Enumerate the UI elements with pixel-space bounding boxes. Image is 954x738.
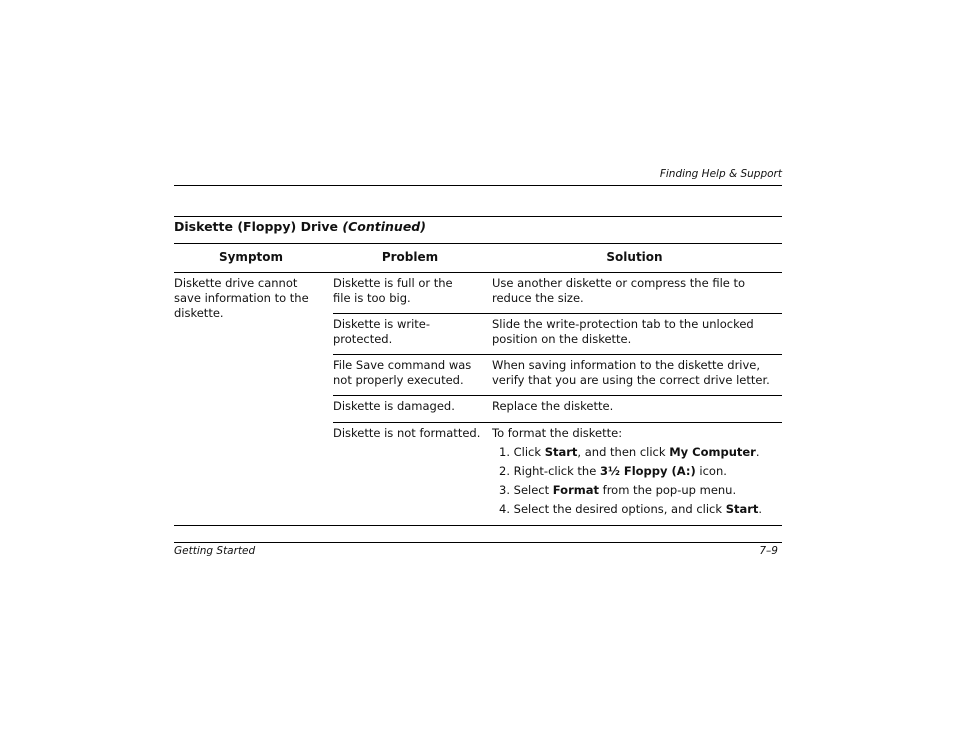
step-bold-text: 3½ Floppy (A:) xyxy=(599,464,696,478)
step-bold-text: Format xyxy=(552,483,599,497)
step-text: Click xyxy=(513,445,545,459)
step-bold-text: Start xyxy=(544,445,578,459)
list-item xyxy=(499,464,777,479)
column-header-symptom: Symptom xyxy=(218,250,284,264)
step-text: , and then click xyxy=(577,445,670,459)
step-number: 2. xyxy=(499,464,510,478)
column-header-solution: Solution xyxy=(606,250,663,264)
step-number: 3. xyxy=(499,483,510,497)
footer-left: Getting Started xyxy=(174,545,256,557)
row-divider xyxy=(333,422,782,423)
table-title-suffix: (Continued) xyxy=(342,219,426,234)
row-divider xyxy=(333,354,782,355)
step-text: . xyxy=(758,502,763,516)
step-text: Select the desired options, and click xyxy=(513,502,726,516)
step-bold-text: Start xyxy=(725,502,759,516)
table-title xyxy=(174,219,426,234)
format-steps-list xyxy=(492,445,777,517)
problem-cell: Diskette is not formatted. xyxy=(333,426,481,440)
table-title-text: Diskette (Floppy) Drive xyxy=(174,219,339,234)
solution-cell: Slide the write-protection tab to the unlocked position on the diskette. xyxy=(492,317,754,346)
solution-cell xyxy=(492,426,777,521)
header-rule xyxy=(174,185,782,186)
footer-rule xyxy=(174,542,782,543)
step-text: Right-click the xyxy=(513,464,600,478)
problem-cell: Diskette is write-protected. xyxy=(333,317,431,346)
solution-cell: When saving information to the diskette drive, verify that you are using the correct drive letter. xyxy=(492,358,770,387)
symptom-cell: Diskette drive cannot save information to the diskette. xyxy=(174,276,309,320)
step-number: 1. xyxy=(499,445,510,459)
table-top-rule xyxy=(174,216,782,217)
running-header: Finding Help & Support xyxy=(659,168,782,180)
solution-intro: To format the diskette: xyxy=(492,426,623,440)
problem-cell: Diskette is full or the file is too big. xyxy=(333,276,453,305)
problem-cell: Diskette is damaged. xyxy=(333,399,455,413)
step-text: from the pop-up menu. xyxy=(598,483,737,497)
list-item xyxy=(499,483,777,498)
table-bottom-rule xyxy=(174,525,782,526)
step-number: 4. xyxy=(499,502,510,516)
solution-cell: Replace the diskette. xyxy=(492,399,614,413)
step-text: Select xyxy=(513,483,553,497)
list-item xyxy=(499,502,777,517)
row-divider xyxy=(333,313,782,314)
column-header-problem: Problem xyxy=(381,250,439,264)
step-bold-text: My Computer xyxy=(669,445,756,459)
page-number: 7–9 xyxy=(759,545,778,557)
list-item xyxy=(499,445,777,460)
problem-cell: File Save command was not properly executed. xyxy=(333,358,472,387)
row-divider xyxy=(333,395,782,396)
step-text: icon. xyxy=(695,464,727,478)
step-text: . xyxy=(755,445,760,459)
column-header-rule xyxy=(174,272,782,273)
solution-cell: Use another diskette or compress the file to reduce the size. xyxy=(492,276,746,305)
table-title-rule xyxy=(174,243,782,244)
